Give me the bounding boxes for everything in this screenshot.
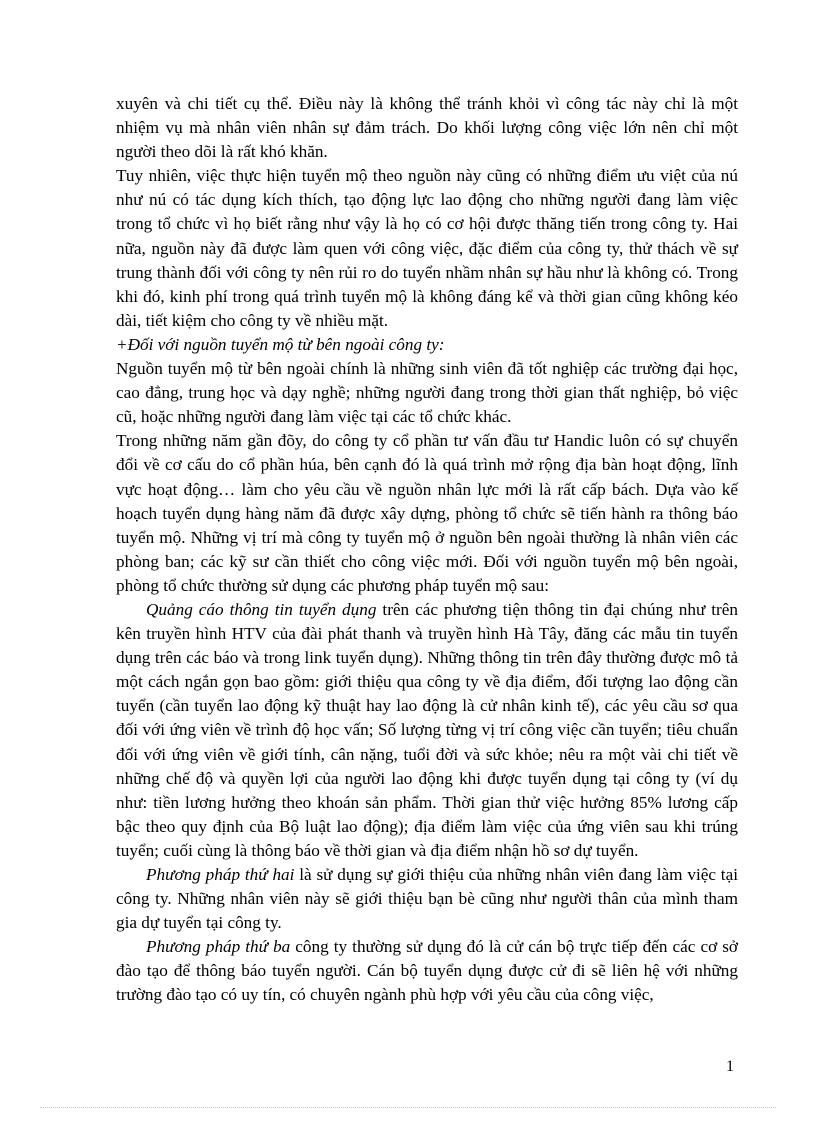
paragraph-company-context: Trong những năm gần đõy, do công ty cổ phần tư vấn đầu tư Handic luôn có sự chuyển đổi về cơ cấu do cổ phần húa, bên cạnh đó là quá trình mở rộng địa bàn hoạt động, lĩnh vực hoạt động… làm cho yêu cầu về nguồn nhân lực mới là rất cấp bách. Dựa vào kế hoạch tuyển dụng hàng năm đã được xây dựng, phòng tổ chức sẽ tiến hành ra thông báo tuyển mộ. Những vị trí mà công ty tuyển mộ ở nguồn bên ngoài thường là nhân viên các phòng ban; các kỹ sư cần thiết cho công việc mới. Đối với nguồn tuyển mộ bên ngoài, phòng tổ chức thường sử dụng các phương pháp tuyển mộ sau: [116, 431, 738, 595]
body-text [116, 92, 738, 1008]
paragraph-method-campus [116, 935, 738, 1007]
method-advertising-text: trên các phương tiện thông tin đại chúng như trên kên truyền hình HTV của đài phát thanh và truyền hình Hà Tây, đăng các mẫu tin tuyển dụng trên các báo và trong link tuyển dụng). Những thông tin trên đây thường được mô tả một cách ngắn gọn bao gồm: giới thiệu qua công ty về địa điểm, đối tượng lao động cần tuyển (cần tuyển lao động kỹ thuật hay lao động là cử nhân kinh tế), các yêu cầu sơ qua đối với ứng viên về trình độ học vấn; Số lượng từng vị trí công việc cần tuyển; tiêu chuẩn đối với ứng viên về giới tính, cân nặng, tuổi đời và sức khỏe; nêu ra một vài chi tiết về những chế độ và quyền lợi của người lao động khi được tuyển dụng tại công ty (ví dụ như: tiền lương hưởng theo khoán sản phẩm. Thời gian thử việc hưởng 85% lương cấp bậc theo quy định của Bộ luật lao động); địa điểm làm việc của ứng viên sau khi trúng tuyển; cuối cùng là thông báo về thời gian và địa điểm nhận hồ sơ dự tuyển. [116, 599, 738, 860]
section-heading-external-source: +Đối với nguồn tuyển mộ từ bên ngoài công ty: [116, 334, 445, 354]
paragraph-internal-advantages: Tuy nhiên, việc thực hiện tuyển mộ theo nguồn này cũng có những điểm ưu việt của nú như nú có tác dụng kích thích, tạo động lực lao động cho những người đang làm việc trong tổ chức vì họ biết rằng như vậy là họ có cơ hội được thăng tiến trong công ty. Hai nữa, nguồn này đã được làm quen với công việc, đặc điểm của công ty, thử thách về sự trung thành đối với công ty nên rủi ro do tuyển nhầm nhân sự hầu như là không có. Trong khi đó, kinh phí trong quá trình tuyển mộ là không đáng kể và thời gian cũng không kéo dài, tiết kiệm cho công ty về nhiều mặt. [116, 166, 738, 330]
method-advertising-lead: Quảng cáo thông tin tuyển dụng [146, 599, 377, 619]
paragraph-method-referral [116, 863, 738, 935]
page-bottom-divider [40, 1107, 776, 1108]
page-number: 1 [726, 1058, 734, 1075]
method-campus-lead: Phương pháp thứ ba [146, 937, 291, 957]
paragraph-external-source: Nguồn tuyển mộ từ bên ngoài chính là những sinh viên đã tốt nghiệp các trường đại học, cao đẳng, trung học và dạy nghề; những người đang trong thời gian thất nghiệp, bỏ việc cũ, hoặc những người đang làm việc tại các tổ chức khác. [116, 359, 738, 427]
paragraph-continuation: xuyên và chi tiết cụ thể. Điều này là không thể tránh khỏi vì công tác này chỉ là một nhiệm vụ mà nhân viên nhân sự đảm trách. Do khối lượng công việc lớn nên chỉ một người theo dõi là rất khó khăn. [116, 94, 738, 162]
paragraph-method-advertising [116, 598, 738, 863]
method-referral-text: là sử dụng sự giới thiệu của những nhân viên đang làm việc tại công ty. Những nhân viên này sẽ giới thiệu bạn bè cũng như người thân của mình tham gia dự tuyển tại công ty. [116, 865, 738, 933]
method-campus-text: công ty thường sử dụng đó là cử cán bộ trực tiếp đến các cơ sở đào tạo để thông báo tuyển người. Cán bộ tuyển dụng được cử đi sẽ liên hệ với những trường đào tạo có uy tín, có chuyên ngành phù hợp với yêu cầu của công việc, [116, 937, 739, 1005]
method-referral-lead: Phương pháp thứ hai [146, 865, 295, 884]
